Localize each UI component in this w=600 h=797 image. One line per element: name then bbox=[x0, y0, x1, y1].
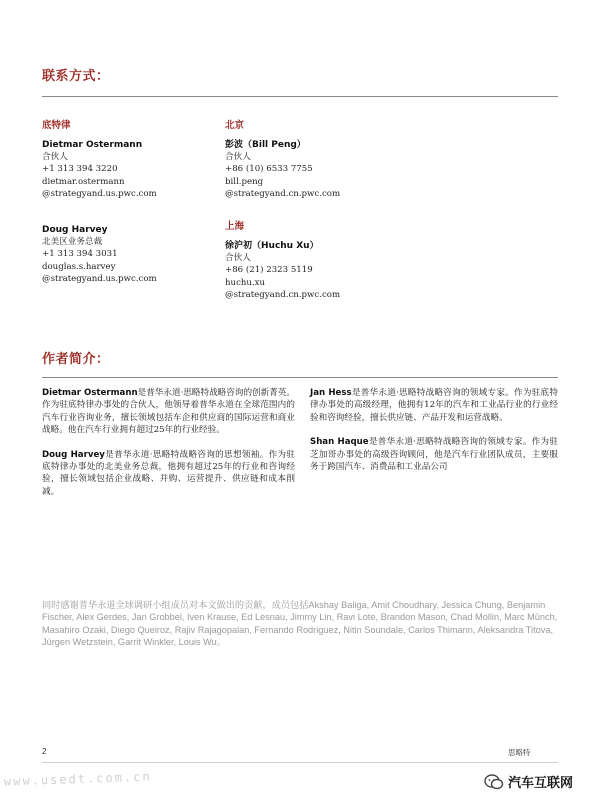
contact-phone: +1 313 394 3220 bbox=[42, 164, 118, 175]
contact-title: 合伙人 bbox=[225, 253, 251, 264]
contact-email-domain[interactable]: @strategyand.cn.pwc.com bbox=[225, 289, 341, 300]
contact-title: 合伙人 bbox=[225, 152, 251, 163]
bio-text: 是普华永道·思略特战略咨询的领域专家。作为驻芝加哥办事处的高级咨询顾问，他是汽车行业团队成员，主要服务于跨国汽车、消费品和工业品公司 bbox=[310, 437, 558, 473]
contact-email[interactable]: bill.peng bbox=[225, 176, 264, 187]
bio-text: 是普华永道·思略特战略咨询的领域专家。作为驻底特律办事处的高级经理，他拥有12年的汽车和工业品行业的行业经验和咨询经验，擅长供应链、产品开发和运营战略。 bbox=[310, 388, 558, 423]
bio-name: Dietmar Ostermann bbox=[42, 388, 138, 398]
contact-email[interactable]: douglas.s.harvey bbox=[42, 261, 116, 272]
contact-huchu-xu bbox=[225, 240, 340, 301]
contacts-heading: 联系方式： bbox=[42, 69, 110, 84]
contact-dietmar-ostermann bbox=[42, 139, 157, 200]
authors-right-column bbox=[310, 387, 558, 485]
acknowledgement-text: 同时感谢普华永道全球调研小组成员对本文做出的贡献，成员包括Akshay Baliga, Amit Choudhary, Jessica Chung, Benjamin Fischer, Alex Gerdes, Jan Grobbel, Iven Krause, Ed Lesnau, Jimmy Lin, Ravi Lote, Brandon Mason, Chad Mollin, Marc Münch, Masahiro Ozaki, Diego Queiroz, Rajiv Rajagopalan, Fernando Rodriguez, Nitin Soundale, Carlos Thimann, Aleksandra Titova, Jürgen Wetzstein, Garrit Winkler, Louis Wu。 bbox=[42, 600, 558, 647]
bio-jan-hess bbox=[310, 387, 558, 424]
contact-email[interactable]: dietmar.ostermann bbox=[42, 176, 125, 187]
contact-name: 徐沪初（Huchu Xu） bbox=[225, 241, 319, 251]
contact-email[interactable]: huchu.xu bbox=[225, 277, 266, 288]
authors-left-column bbox=[42, 387, 295, 510]
footer-brand: 思略特 bbox=[508, 748, 531, 757]
authors-heading: 作者简介： bbox=[42, 352, 110, 367]
city-shanghai: 上海 bbox=[225, 221, 245, 232]
contact-name: Doug Harvey bbox=[42, 225, 108, 235]
page-number: 2 bbox=[42, 747, 47, 756]
contact-email-domain[interactable]: @strategyand.cn.pwc.com bbox=[225, 188, 341, 199]
bio-name: Jan Hess bbox=[310, 388, 352, 398]
bio-text: 是普华永道·思略特战略咨询的思想领袖。作为驻底特律办事处的北美业务总裁，他拥有超过25年的行业和咨询经验，擅长领域包括企业战略、并购、运营提升、供应链和成本削减。 bbox=[42, 449, 296, 497]
contact-phone: +1 313 394 3031 bbox=[42, 249, 118, 260]
footer-rule bbox=[42, 762, 558, 763]
contact-name: Dietmar Ostermann bbox=[42, 140, 143, 150]
contact-doug-harvey bbox=[42, 224, 157, 285]
contact-title: 合伙人 bbox=[42, 152, 68, 163]
contact-name: 彭波（Bill Peng） bbox=[225, 140, 306, 150]
bio-name: Shan Haque bbox=[310, 437, 369, 448]
contact-phone: +86 (10) 6533 7755 bbox=[225, 164, 313, 175]
chat-bubble-icon bbox=[484, 773, 504, 791]
watermark-url: www.usedt.com.cn bbox=[3, 769, 152, 789]
contact-bill-peng bbox=[225, 139, 340, 200]
contact-phone: +86 (21) 2323 5119 bbox=[225, 265, 313, 276]
contacts-rule bbox=[42, 96, 558, 97]
bio-text: 是普华永道·思略特战略咨询的创新菁英。作为驻底特律办事处的合伙人，他领导着普华永道在全球范围内的汽车行业咨询业务，擅长领域包括车企和供应商的国际运营和商业战略。他在汽车行业拥有超过25年的行业经验。 bbox=[42, 388, 296, 436]
city-beijing: 北京 bbox=[225, 120, 245, 131]
contact-email-domain[interactable]: @strategyand.us.pwc.com bbox=[42, 273, 157, 284]
watermark-name: 汽车互联网 bbox=[508, 776, 574, 791]
contact-email-domain[interactable]: @strategyand.us.pwc.com bbox=[42, 188, 157, 199]
bio-shan-haque bbox=[310, 436, 558, 473]
bio-doug-harvey bbox=[42, 449, 295, 499]
bio-dietmar-ostermann bbox=[42, 387, 295, 437]
authors-rule bbox=[42, 377, 558, 378]
bio-name: Doug Harvey bbox=[42, 449, 105, 460]
contact-title: 北美区业务总裁 bbox=[42, 237, 103, 248]
city-detroit: 底特律 bbox=[42, 120, 71, 131]
